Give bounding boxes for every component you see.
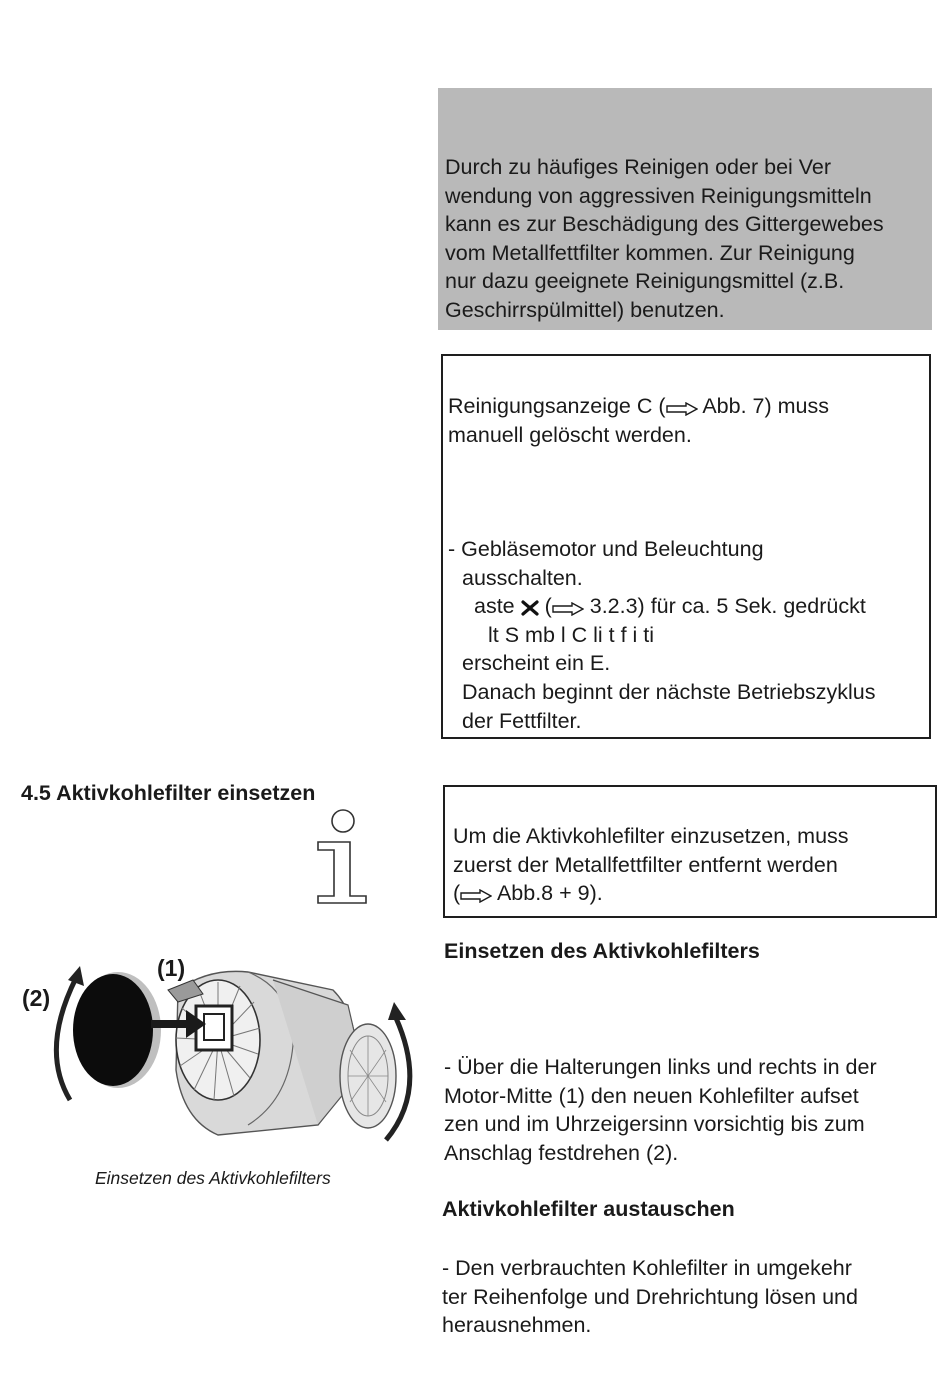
warning-line: Durch zu häufiges Reinigen oder bei Ver: [445, 155, 832, 179]
warning-line: Geschirrspülmittel) benutzen.: [445, 297, 725, 322]
step-line: Danach beginnt der nächste Betriebszyklus: [462, 679, 876, 704]
section-heading: 4.5 Aktivkohlefilter einsetzen: [21, 781, 316, 805]
figure-label: (2): [22, 985, 51, 1011]
replace-line: - Den verbrauchten Kohlefilter in umgekehr: [442, 1256, 852, 1280]
note-line: Um die Aktivkohlefilter einzusetzen, muss: [453, 824, 849, 848]
warning-line: nur dazu geeignete Reinigungsmittel (z.B.: [445, 269, 845, 294]
step-text: aste: [474, 594, 521, 619]
cleaning-steps: [448, 535, 876, 735]
step-line: [448, 592, 876, 621]
cleaning-intro: [448, 392, 829, 449]
warning-line: vom Metallfettfilter kommen. Zur Reinigung: [445, 240, 855, 265]
step-line: ausschalten.: [462, 565, 583, 590]
note-text-end: Abb.8 + 9).: [492, 881, 603, 906]
replace-line: herausnehmen.: [442, 1313, 592, 1338]
insert-line: Anschlag festdrehen (2).: [444, 1140, 679, 1165]
fan-icon: [521, 600, 539, 616]
figure-label: (1): [157, 955, 186, 981]
cleaning-line: [448, 392, 829, 421]
reference-arrow-icon: [552, 602, 584, 616]
warning-text: [445, 153, 884, 325]
insert-text: [444, 1053, 877, 1167]
subheading-insert: Einsetzen des Aktivkohlefilters: [444, 939, 760, 963]
step-line: der Fettfilter.: [462, 708, 582, 733]
cleaning-line: manuell gelöscht werden.: [448, 422, 692, 447]
step-line: lt S mb l C li t f i ti: [488, 622, 655, 647]
filter-illustration: [18, 950, 428, 1160]
info-icon: [312, 806, 370, 906]
reference-arrow-icon: [460, 889, 492, 903]
cleaning-line-end: Abb. 7) muss: [697, 394, 829, 418]
warning-line: kann es zur Beschädigung des Gittergewebes: [445, 212, 884, 237]
step-line: - Gebläsemotor und Beleuchtung: [448, 537, 764, 561]
step-line: erscheint ein E.: [462, 651, 611, 676]
reference-arrow-icon: [666, 402, 698, 416]
warning-line: wendung von aggressiven Reinigungsmitteln: [445, 183, 872, 208]
note-text: [453, 822, 849, 908]
note-line: zuerst der Metallfettfilter entfernt werden: [453, 852, 838, 877]
insert-line: - Über die Halterungen links und rechts in der: [444, 1055, 877, 1079]
replace-line: ter Reihenfolge und Drehrichtung lösen und: [442, 1284, 858, 1309]
replace-text: [442, 1254, 858, 1340]
insert-line: Motor-Mitte (1) den neuen Kohlefilter aufset: [444, 1083, 859, 1108]
step-text: (: [538, 594, 552, 619]
subheading-replace: Aktivkohlefilter austauschen: [442, 1197, 735, 1221]
insert-line: zen und im Uhrzeigersinn vorsichtig bis zum: [444, 1112, 865, 1137]
figure-caption: Einsetzen des Aktivkohlefilters: [95, 1168, 331, 1188]
note-line: [453, 879, 849, 908]
step-text: 3.2.3) für ca. 5 Sek. gedrückt: [583, 594, 866, 619]
cleaning-line-start: Reinigungsanzeige C (: [448, 394, 666, 418]
note-text-start: (: [453, 881, 461, 906]
